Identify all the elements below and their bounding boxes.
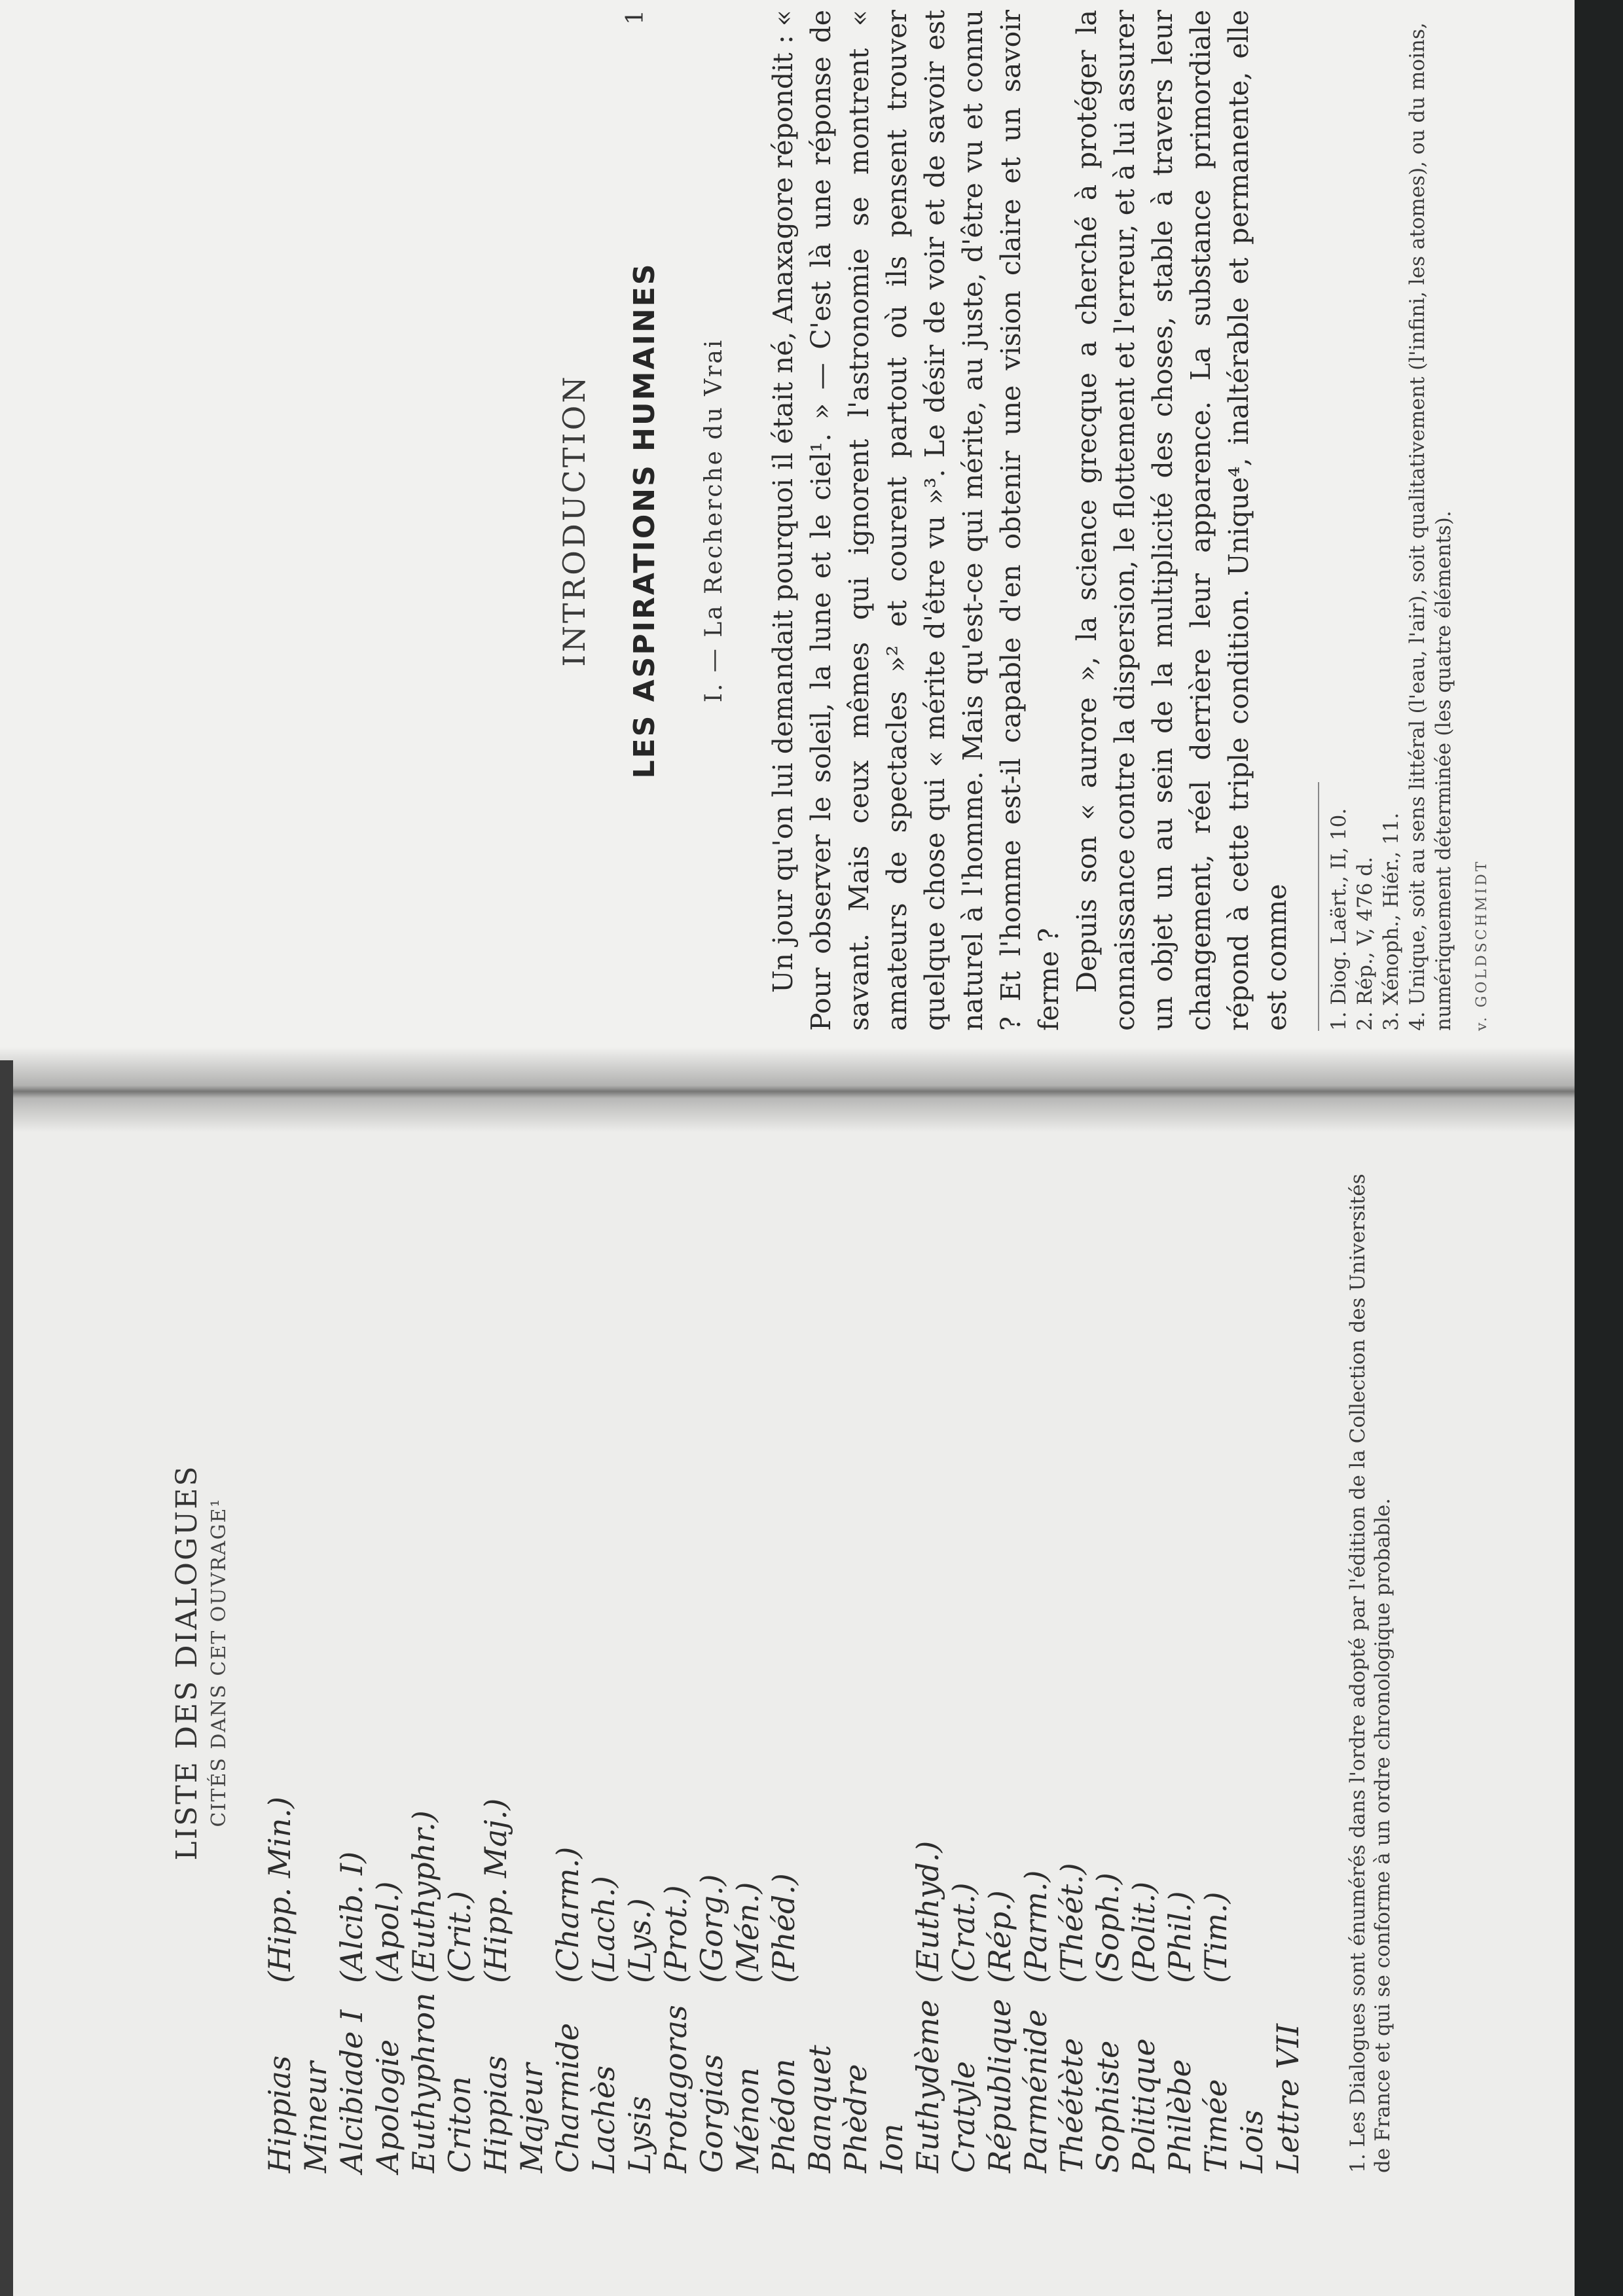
dialogue-abbreviation: (Parm.) (1018, 1870, 1053, 1983)
list-footnote: 1. Les Dialogues sont énumérés dans l'ordre adopté par l'édition de la Collection des Universités de France et qui se conforme à un ordre chronologique probable. (1346, 1174, 1395, 2173)
dialogue-abbreviation: (Hipp. Maj.) (478, 1798, 513, 1983)
dialogue-abbreviation: (Lach.) (586, 1876, 621, 1983)
list-item (1234, 1152, 1270, 2173)
dialogue-abbreviation: (Lys.) (622, 1898, 657, 1983)
dialogue-name: Gorgias (694, 2054, 729, 2173)
paragraph: Un jour qu'on lui demandait pourquoi il était né, Anaxagore répondit : « Pour observer le soleil, la lune et le ciel¹. » — C'est là une réponse de savant. Mais ceux mêmes qui ignorent l'astronomie se montrent « amateurs de spectacles »² et courent partout où ils pensent trouver quelque chose qui « mérite d'être vu »³. Le désir de voir et de savoir est naturel à l'homme. Mais qu'est-ce qui mérite, au juste, d'être vu et connu ? Et l'homme est-il capable d'en obtenir une vision claire et un savoir ferme ? (767, 10, 1065, 1031)
list-item (478, 1152, 550, 2173)
book-gutter-shadow (0, 1047, 1575, 1132)
dialogue-abbreviation: (Mén.) (730, 1882, 765, 1983)
dialogue-name: Politique (1126, 2038, 1161, 2173)
dialogue-abbreviation: (Gorg.) (694, 1874, 729, 1983)
list-item (802, 1152, 838, 2173)
footnote: 2. Rép., V, 476 d. (1353, 857, 1377, 1031)
dialogue-name: Euthydème (910, 2000, 945, 2173)
dialogue-name: Apologie (370, 2039, 405, 2173)
dialogue-name: Cratyle (946, 2060, 981, 2173)
list-item (622, 1152, 658, 2173)
list-item (370, 1152, 406, 2173)
list-item (1126, 1152, 1162, 2173)
dialogue-abbreviation: (Prot.) (658, 1885, 693, 1983)
list-item (586, 1152, 622, 2173)
list-item (658, 1152, 694, 2173)
list-item (262, 1152, 334, 2173)
list-item (838, 1152, 874, 2173)
footnote-divider (1318, 782, 1319, 1031)
list-item (946, 1152, 982, 2173)
part-title: LES ASPIRATIONS HUMAINES (628, 262, 661, 779)
list-item (1090, 1152, 1126, 2173)
dialogue-abbreviation: (Tim.) (1198, 1892, 1233, 1983)
page-number: 1 (622, 10, 649, 25)
list-item (1270, 1152, 1306, 2173)
dialogue-name: Lettre VII (1270, 2023, 1305, 2173)
dialogue-name: Théétète (1054, 2037, 1089, 2173)
list-item (334, 1152, 370, 2173)
dialogue-abbreviation: (Rép.) (982, 1890, 1017, 1983)
dialogue-name: Hippias Mineur (262, 2055, 333, 2173)
body-text (764, 10, 1296, 1031)
list-subtitle: CITÉS DANS CET OUVRAGE¹ (208, 1498, 230, 1827)
dialogue-abbreviation: (Phéd.) (766, 1873, 801, 1983)
list-item (406, 1152, 442, 2173)
footnote: 1. Diog. Laërt., II, 10. (1327, 808, 1351, 1031)
dialogue-name: Phèdre (838, 2064, 873, 2173)
dialogue-name: Ménon (730, 2067, 765, 2173)
list-item (874, 1152, 910, 2173)
dialogue-name: Euthyphron (406, 1992, 441, 2173)
dialogue-name: République (982, 1998, 1017, 2173)
dialogue-name: Hippias Majeur (478, 2055, 549, 2173)
page-header: INTRODUCTION (556, 374, 592, 667)
dialogue-name: Sophiste (1090, 2040, 1125, 2173)
printer-signature: v. GOLDSCHMIDT (1474, 859, 1490, 1031)
dialogue-name: Lachès (586, 2065, 621, 2173)
dialogue-list (262, 1152, 1306, 2173)
dialogue-abbreviation: (Soph.) (1090, 1873, 1125, 1983)
book-binding-edge (1575, 0, 1623, 2296)
dialogue-name: Ion (874, 2123, 909, 2173)
footnotes (1326, 10, 1457, 1031)
list-item (910, 1152, 946, 2173)
list-item (730, 1152, 766, 2173)
dialogue-name: Criton (442, 2076, 477, 2173)
dialogue-name: Phédon (766, 2058, 801, 2173)
list-item (1018, 1152, 1054, 2173)
dialogue-abbreviation: (Crat.) (946, 1882, 981, 1983)
dialogue-abbreviation: (Charm.) (550, 1846, 585, 1983)
list-item (550, 1152, 586, 2173)
list-item (1198, 1152, 1234, 2173)
dialogue-name: Protagoras (658, 2005, 693, 2173)
dialogue-name: Charmide (550, 2022, 585, 2173)
list-item (766, 1152, 802, 2173)
list-item (1054, 1152, 1090, 2173)
dialogue-abbreviation: (Apol.) (370, 1881, 405, 1983)
dialogue-abbreviation: (Polit.) (1126, 1881, 1161, 1983)
dialogue-abbreviation: (Alcib. I) (334, 1851, 369, 1983)
dialogue-name: Philèbe (1162, 2059, 1197, 2173)
dialogue-abbreviation: (Euthyphr.) (406, 1810, 441, 1983)
footnote: 4. Unique, soit au sens littéral (l'eau, l'air), soit qualitativement (l'infini, les atomes), ou du moins, numériquement déterminée (les quatre éléments). (1406, 22, 1455, 1031)
section-title: I. — La Recherche du Vrai (701, 338, 727, 703)
list-title: LISTE DES DIALOGUES (170, 1464, 204, 1861)
dialogue-name: Parménide (1018, 2009, 1053, 2173)
dialogue-name: Banquet (802, 2045, 837, 2173)
dialogue-abbreviation: (Théét.) (1054, 1863, 1089, 1983)
list-item (982, 1152, 1018, 2173)
dialogue-name: Lois (1234, 2109, 1269, 2173)
footnote: 3. Xénoph., Hiér., 11. (1379, 812, 1403, 1031)
dialogue-abbreviation: (Hipp. Min.) (262, 1797, 297, 1983)
introduction-page (543, 10, 1490, 1031)
dialogue-abbreviation: (Crit.) (442, 1891, 477, 1983)
dialogue-abbreviation: (Phil.) (1162, 1891, 1197, 1983)
paragraph: Depuis son « aurore », la science grecque a cherché à protéger la connaissance contre la dispersion, le flottement et l'erreur, et à lui assurer un objet un au sein de la multiplicité des choses, stable à travers leur changement, réel derrière leur apparence. La substance primordiale répond à cette triple condition. Unique⁴, inaltérable et permanente, elle est comme (1071, 10, 1292, 1031)
list-item (694, 1152, 730, 2173)
page-edge-shadow (0, 1060, 13, 2296)
dialogue-name: Alcibiade I (334, 2009, 369, 2173)
dialogue-abbreviation: (Euthyd.) (910, 1840, 945, 1983)
list-item (442, 1152, 478, 2173)
list-item (1162, 1152, 1198, 2173)
dialogue-name: Timée (1198, 2079, 1233, 2173)
dialogue-list-page (170, 1152, 1395, 2173)
dialogue-name: Lysis (622, 2096, 657, 2173)
